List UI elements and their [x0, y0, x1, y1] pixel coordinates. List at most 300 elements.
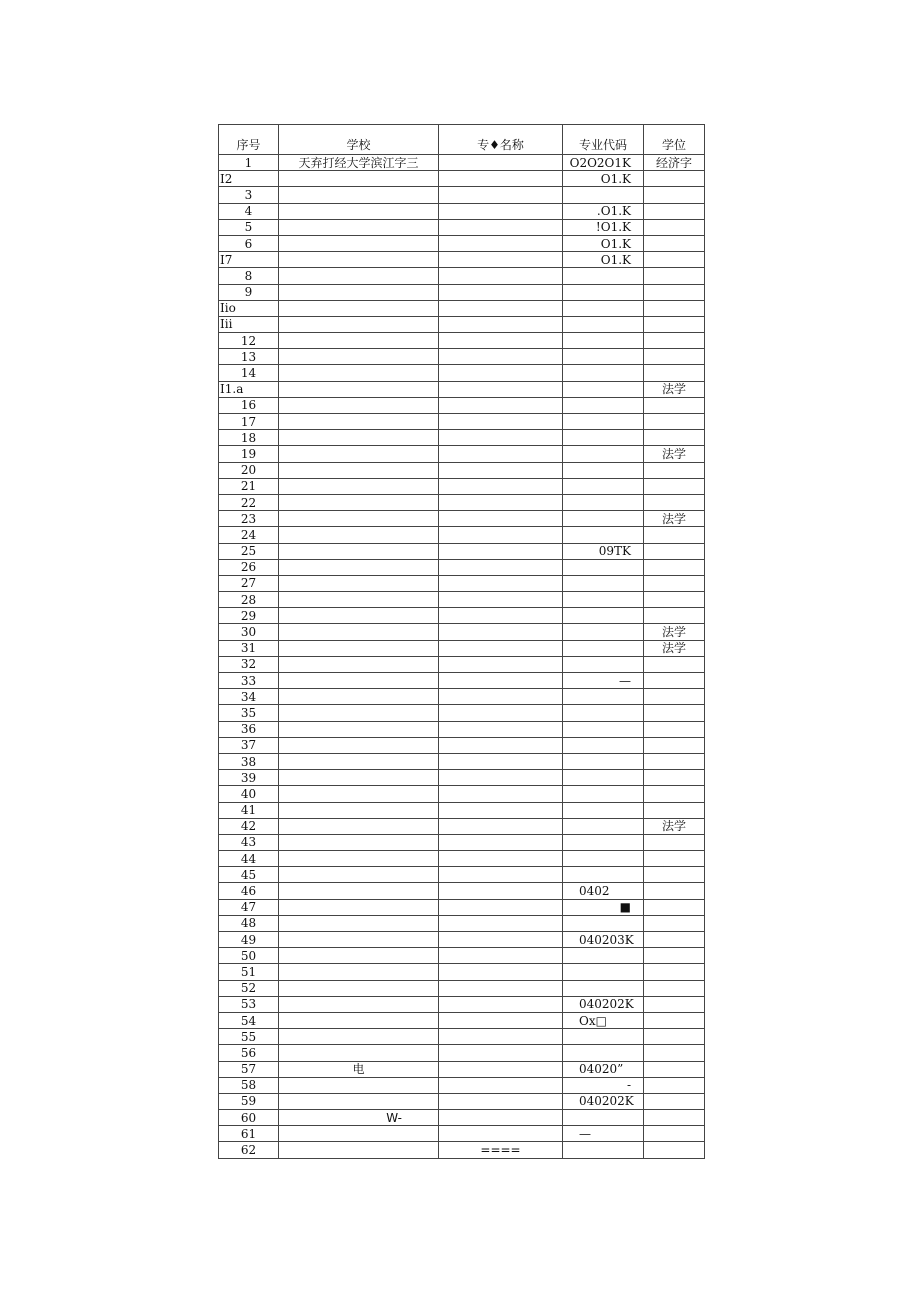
- row-major-cell: [439, 915, 563, 931]
- table-body: [219, 155, 705, 1159]
- row-school-cell: [279, 689, 439, 705]
- row-seq-cell: 56: [219, 1045, 279, 1061]
- row-code-cell: [563, 478, 644, 494]
- row-seq-cell: 37: [219, 737, 279, 753]
- row-code-cell: -: [563, 1077, 644, 1093]
- row-major-cell: [439, 608, 563, 624]
- row-code-cell: [563, 575, 644, 591]
- row-major-cell: [439, 300, 563, 316]
- row-seq-cell: 60: [219, 1110, 279, 1126]
- row-major-cell: [439, 996, 563, 1012]
- row-major-cell: [439, 1045, 563, 1061]
- row-degree-cell: 法学: [644, 446, 705, 462]
- table-row: [219, 365, 705, 381]
- row-seq-cell: 1: [219, 155, 279, 171]
- row-seq-cell: 8: [219, 268, 279, 284]
- row-degree-cell: [644, 1126, 705, 1142]
- row-code-cell: [563, 1142, 644, 1158]
- row-degree-cell: [644, 705, 705, 721]
- row-school-cell: [279, 640, 439, 656]
- row-school-cell: [279, 867, 439, 883]
- row-code-cell: [563, 802, 644, 818]
- row-degree-cell: 法学: [644, 818, 705, 834]
- row-major-cell: [439, 155, 563, 171]
- row-major-cell: [439, 1110, 563, 1126]
- row-degree-cell: [644, 1061, 705, 1077]
- table-row: [219, 414, 705, 430]
- row-seq-cell: 16: [219, 397, 279, 413]
- row-code-cell: [563, 948, 644, 964]
- row-major-cell: [439, 284, 563, 300]
- table-row: [219, 608, 705, 624]
- row-degree-cell: 经济字: [644, 155, 705, 171]
- row-major-cell: [439, 1126, 563, 1142]
- table-row: [219, 721, 705, 737]
- row-code-cell: Ox□: [563, 1012, 644, 1028]
- row-major-cell: [439, 640, 563, 656]
- row-code-cell: [563, 608, 644, 624]
- row-degree-cell: [644, 867, 705, 883]
- row-seq-cell: 45: [219, 867, 279, 883]
- row-degree-cell: [644, 1029, 705, 1045]
- row-school-cell: [279, 753, 439, 769]
- row-degree-cell: [644, 575, 705, 591]
- row-code-cell: [563, 187, 644, 203]
- row-major-cell: [439, 171, 563, 187]
- table-row: [219, 899, 705, 915]
- table-row: [219, 948, 705, 964]
- table-row: [219, 235, 705, 251]
- table-row: [219, 1093, 705, 1109]
- row-major-cell: [439, 235, 563, 251]
- row-degree-cell: [644, 932, 705, 948]
- row-school-cell: [279, 980, 439, 996]
- row-code-cell: [563, 592, 644, 608]
- row-degree-cell: [644, 673, 705, 689]
- row-seq-cell: 25: [219, 543, 279, 559]
- table-row: [219, 786, 705, 802]
- row-school-cell: [279, 316, 439, 332]
- row-code-cell: 040202K: [563, 1093, 644, 1109]
- row-seq-cell: I2: [219, 171, 279, 187]
- table-row: [219, 753, 705, 769]
- row-school-cell: [279, 592, 439, 608]
- row-code-cell: O1.K: [563, 171, 644, 187]
- row-code-cell: 040203K: [563, 932, 644, 948]
- row-degree-cell: [644, 397, 705, 413]
- row-code-cell: [563, 268, 644, 284]
- row-code-cell: [563, 1029, 644, 1045]
- row-seq-cell: 62: [219, 1142, 279, 1158]
- row-major-cell: [439, 867, 563, 883]
- row-seq-cell: 26: [219, 559, 279, 575]
- row-degree-cell: [644, 834, 705, 850]
- table-row: [219, 494, 705, 510]
- row-degree-cell: [644, 851, 705, 867]
- table-row: [219, 689, 705, 705]
- row-school-cell: [279, 915, 439, 931]
- row-seq-cell: 35: [219, 705, 279, 721]
- row-degree-cell: [644, 527, 705, 543]
- row-code-cell: 09TK: [563, 543, 644, 559]
- row-school-cell: [279, 333, 439, 349]
- row-major-cell: [439, 624, 563, 640]
- row-degree-cell: [644, 737, 705, 753]
- row-code-cell: [563, 851, 644, 867]
- row-seq-cell: 18: [219, 430, 279, 446]
- row-school-cell: [279, 964, 439, 980]
- row-code-cell: [563, 527, 644, 543]
- row-degree-cell: [644, 333, 705, 349]
- row-degree-cell: [644, 899, 705, 915]
- row-degree-cell: [644, 608, 705, 624]
- row-major-cell: [439, 462, 563, 478]
- table-row: [219, 155, 705, 171]
- table-row: [219, 705, 705, 721]
- row-seq-cell: 13: [219, 349, 279, 365]
- row-school-cell: 电: [279, 1061, 439, 1077]
- table-row: [219, 883, 705, 899]
- row-seq-cell: 28: [219, 592, 279, 608]
- row-degree-cell: [644, 268, 705, 284]
- row-degree-cell: [644, 203, 705, 219]
- table-row: [219, 1110, 705, 1126]
- row-school-cell: [279, 300, 439, 316]
- row-degree-cell: 法学: [644, 640, 705, 656]
- row-school-cell: [279, 381, 439, 397]
- row-school-cell: [279, 737, 439, 753]
- row-seq-cell: 52: [219, 980, 279, 996]
- table-row: [219, 219, 705, 235]
- row-degree-cell: [644, 689, 705, 705]
- row-school-cell: [279, 446, 439, 462]
- row-school-cell: [279, 187, 439, 203]
- header-major: 专♦名称: [439, 125, 563, 155]
- row-degree-cell: [644, 316, 705, 332]
- row-seq-cell: 48: [219, 915, 279, 931]
- row-school-cell: [279, 349, 439, 365]
- row-school-cell: [279, 1093, 439, 1109]
- row-seq-cell: 47: [219, 899, 279, 915]
- row-seq-cell: 31: [219, 640, 279, 656]
- row-major-cell: [439, 899, 563, 915]
- row-degree-cell: [644, 802, 705, 818]
- row-code-cell: [563, 300, 644, 316]
- row-major-cell: [439, 397, 563, 413]
- row-seq-cell: 20: [219, 462, 279, 478]
- row-seq-cell: 54: [219, 1012, 279, 1028]
- table-row: [219, 511, 705, 527]
- row-school-cell: [279, 511, 439, 527]
- row-seq-cell: 23: [219, 511, 279, 527]
- row-code-cell: [563, 624, 644, 640]
- table-row: [219, 980, 705, 996]
- row-code-cell: [563, 753, 644, 769]
- row-major-cell: [439, 252, 563, 268]
- row-seq-cell: 40: [219, 786, 279, 802]
- row-school-cell: [279, 1029, 439, 1045]
- row-code-cell: —: [563, 1126, 644, 1142]
- table-row: [219, 559, 705, 575]
- row-major-cell: [439, 851, 563, 867]
- row-school-cell: [279, 1142, 439, 1158]
- table-row: [219, 171, 705, 187]
- row-school-cell: [279, 624, 439, 640]
- row-major-cell: [439, 818, 563, 834]
- row-school-cell: [279, 284, 439, 300]
- row-degree-cell: [644, 753, 705, 769]
- row-major-cell: [439, 349, 563, 365]
- row-major-cell: [439, 559, 563, 575]
- row-school-cell: [279, 543, 439, 559]
- row-seq-cell: 30: [219, 624, 279, 640]
- row-major-cell: [439, 721, 563, 737]
- row-code-cell: [563, 430, 644, 446]
- row-school-cell: [279, 818, 439, 834]
- row-school-cell: [279, 996, 439, 1012]
- row-major-cell: [439, 219, 563, 235]
- row-degree-cell: [644, 721, 705, 737]
- row-code-cell: [563, 462, 644, 478]
- row-school-cell: W-: [279, 1110, 439, 1126]
- row-code-cell: [563, 349, 644, 365]
- row-major-cell: [439, 494, 563, 510]
- row-seq-cell: 43: [219, 834, 279, 850]
- table-row: [219, 478, 705, 494]
- table-row: [219, 203, 705, 219]
- row-code-cell: [563, 770, 644, 786]
- row-school-cell: [279, 948, 439, 964]
- row-seq-cell: 9: [219, 284, 279, 300]
- row-degree-cell: 法学: [644, 624, 705, 640]
- row-degree-cell: [644, 171, 705, 187]
- row-school-cell: [279, 203, 439, 219]
- row-major-cell: [439, 689, 563, 705]
- row-school-cell: [279, 252, 439, 268]
- row-seq-cell: 49: [219, 932, 279, 948]
- table-row: [219, 284, 705, 300]
- row-seq-cell: 17: [219, 414, 279, 430]
- row-degree-cell: [644, 1093, 705, 1109]
- row-code-cell: [563, 721, 644, 737]
- row-seq-cell: 12: [219, 333, 279, 349]
- row-degree-cell: [644, 592, 705, 608]
- table-row: [219, 187, 705, 203]
- row-major-cell: [439, 705, 563, 721]
- row-degree-cell: [644, 770, 705, 786]
- row-code-cell: [563, 446, 644, 462]
- row-major-cell: ====: [439, 1142, 563, 1158]
- row-seq-cell: 58: [219, 1077, 279, 1093]
- row-seq-cell: 51: [219, 964, 279, 980]
- row-code-cell: ■: [563, 899, 644, 915]
- table-row: [219, 932, 705, 948]
- row-seq-cell: Iio: [219, 300, 279, 316]
- table-row: [219, 462, 705, 478]
- row-major-cell: [439, 414, 563, 430]
- row-school-cell: [279, 397, 439, 413]
- table-row: [219, 1142, 705, 1158]
- table-row: [219, 333, 705, 349]
- row-major-cell: [439, 575, 563, 591]
- row-seq-cell: 3: [219, 187, 279, 203]
- row-school-cell: [279, 1012, 439, 1028]
- row-school-cell: [279, 673, 439, 689]
- row-code-cell: [563, 381, 644, 397]
- row-major-cell: [439, 430, 563, 446]
- row-major-cell: [439, 543, 563, 559]
- row-code-cell: [563, 818, 644, 834]
- row-seq-cell: 21: [219, 478, 279, 494]
- table-row: [219, 737, 705, 753]
- row-degree-cell: [644, 1142, 705, 1158]
- row-code-cell: [563, 333, 644, 349]
- row-major-cell: [439, 1061, 563, 1077]
- row-seq-cell: 6: [219, 235, 279, 251]
- table-row: [219, 300, 705, 316]
- table-row: [219, 802, 705, 818]
- row-seq-cell: 44: [219, 851, 279, 867]
- row-code-cell: [563, 867, 644, 883]
- header-degree: 学位: [644, 125, 705, 155]
- row-major-cell: [439, 883, 563, 899]
- row-school-cell: [279, 656, 439, 672]
- row-major-cell: [439, 834, 563, 850]
- row-degree-cell: [644, 365, 705, 381]
- row-seq-cell: 24: [219, 527, 279, 543]
- row-school-cell: [279, 365, 439, 381]
- row-degree-cell: [644, 1077, 705, 1093]
- row-major-cell: [439, 527, 563, 543]
- row-degree-cell: [644, 349, 705, 365]
- row-degree-cell: [644, 300, 705, 316]
- row-major-cell: [439, 802, 563, 818]
- table-row: [219, 592, 705, 608]
- row-school-cell: [279, 608, 439, 624]
- row-seq-cell: 4: [219, 203, 279, 219]
- row-school-cell: [279, 1126, 439, 1142]
- row-seq-cell: Iii: [219, 316, 279, 332]
- row-major-cell: [439, 592, 563, 608]
- row-school-cell: [279, 219, 439, 235]
- table-row: [219, 1029, 705, 1045]
- row-major-cell: [439, 673, 563, 689]
- row-degree-cell: [644, 494, 705, 510]
- row-major-cell: [439, 316, 563, 332]
- row-degree-cell: [644, 284, 705, 300]
- row-seq-cell: 36: [219, 721, 279, 737]
- row-school-cell: [279, 235, 439, 251]
- row-code-cell: 0402: [563, 883, 644, 899]
- row-school-cell: [279, 527, 439, 543]
- row-school-cell: [279, 802, 439, 818]
- row-code-cell: [563, 494, 644, 510]
- row-code-cell: [563, 559, 644, 575]
- row-school-cell: [279, 705, 439, 721]
- row-code-cell: .O1.K: [563, 203, 644, 219]
- row-degree-cell: [644, 430, 705, 446]
- table-row: [219, 770, 705, 786]
- table-row: [219, 1045, 705, 1061]
- row-code-cell: [563, 834, 644, 850]
- row-code-cell: O1.K: [563, 235, 644, 251]
- table-row: [219, 349, 705, 365]
- row-code-cell: [563, 980, 644, 996]
- row-school-cell: [279, 899, 439, 915]
- table-row: [219, 543, 705, 559]
- row-major-cell: [439, 1012, 563, 1028]
- row-seq-cell: 5: [219, 219, 279, 235]
- row-major-cell: [439, 203, 563, 219]
- row-major-cell: [439, 365, 563, 381]
- row-seq-cell: 57: [219, 1061, 279, 1077]
- row-major-cell: [439, 446, 563, 462]
- row-code-cell: [563, 964, 644, 980]
- table-row: [219, 1012, 705, 1028]
- row-degree-cell: [644, 235, 705, 251]
- row-major-cell: [439, 511, 563, 527]
- row-degree-cell: [644, 478, 705, 494]
- row-school-cell: [279, 462, 439, 478]
- row-major-cell: [439, 948, 563, 964]
- row-code-cell: [563, 414, 644, 430]
- table-row: [219, 624, 705, 640]
- row-major-cell: [439, 1029, 563, 1045]
- row-major-cell: [439, 1093, 563, 1109]
- table-row: [219, 915, 705, 931]
- table-row: [219, 397, 705, 413]
- row-major-cell: [439, 1077, 563, 1093]
- row-seq-cell: 14: [219, 365, 279, 381]
- row-seq-cell: 33: [219, 673, 279, 689]
- row-seq-cell: I1.a: [219, 381, 279, 397]
- row-seq-cell: 46: [219, 883, 279, 899]
- table-row: [219, 527, 705, 543]
- row-degree-cell: [644, 414, 705, 430]
- row-degree-cell: 法学: [644, 511, 705, 527]
- row-degree-cell: [644, 996, 705, 1012]
- row-seq-cell: 27: [219, 575, 279, 591]
- table-row: [219, 673, 705, 689]
- row-major-cell: [439, 753, 563, 769]
- row-code-cell: —: [563, 673, 644, 689]
- row-seq-cell: 42: [219, 818, 279, 834]
- table-row: [219, 1077, 705, 1093]
- row-major-cell: [439, 737, 563, 753]
- row-school-cell: [279, 430, 439, 446]
- row-seq-cell: 39: [219, 770, 279, 786]
- row-major-cell: [439, 656, 563, 672]
- row-school-cell: [279, 932, 439, 948]
- row-degree-cell: [644, 1012, 705, 1028]
- row-school-cell: [279, 786, 439, 802]
- header-seq: 序号: [219, 125, 279, 155]
- row-major-cell: [439, 478, 563, 494]
- row-degree-cell: [644, 1045, 705, 1061]
- table-row: [219, 446, 705, 462]
- row-code-cell: [563, 689, 644, 705]
- row-degree-cell: [644, 964, 705, 980]
- row-code-cell: [563, 284, 644, 300]
- row-seq-cell: 61: [219, 1126, 279, 1142]
- table-row: [219, 867, 705, 883]
- row-school-cell: [279, 494, 439, 510]
- table-row: [219, 381, 705, 397]
- row-degree-cell: [644, 948, 705, 964]
- row-degree-cell: [644, 980, 705, 996]
- row-degree-cell: [644, 187, 705, 203]
- row-code-cell: [563, 511, 644, 527]
